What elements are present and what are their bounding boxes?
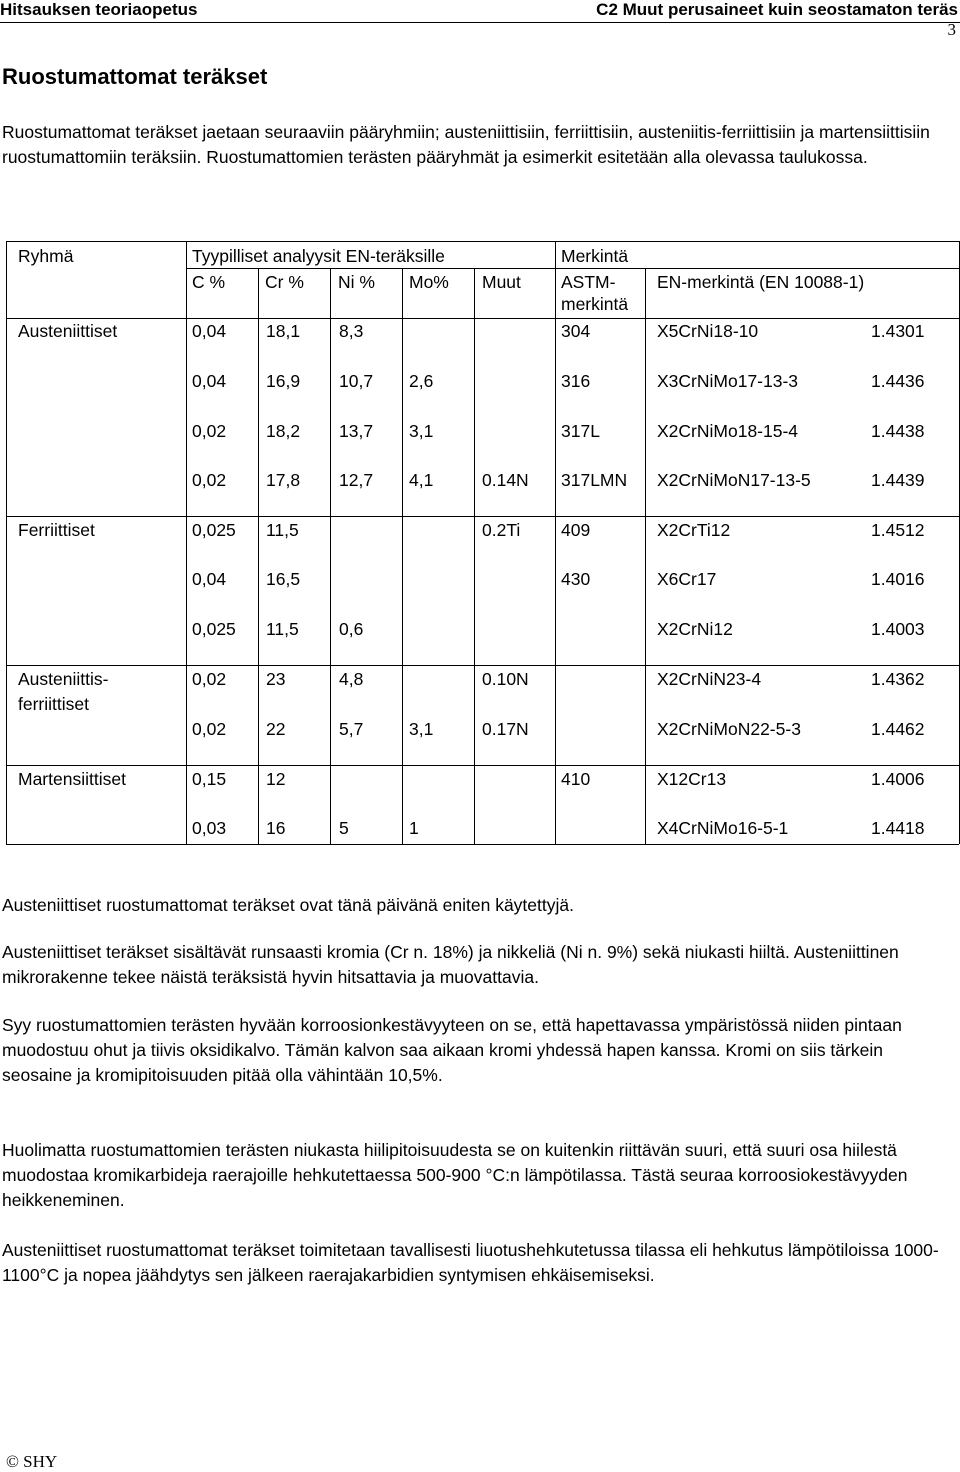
cell-cr: 22 — [266, 719, 286, 739]
cell-en: X6Cr17 — [657, 569, 717, 589]
cell-cr: 12 — [266, 769, 286, 789]
cell-en: X3CrNiMo17-13-3 — [657, 371, 799, 391]
col-header-en: EN-merkintä (EN 10088-1) — [657, 272, 865, 292]
table-hline — [6, 516, 959, 517]
col-header-analysis: Tyypilliset analyysit EN-teräksille — [192, 246, 445, 266]
cell-number: 1.4006 — [871, 769, 925, 789]
cell-en: X2CrNi12 — [657, 619, 733, 639]
cell-c: 0,04 — [192, 321, 227, 341]
cell-cr: 18,2 — [266, 421, 301, 441]
cell-ni: 8,3 — [339, 321, 364, 341]
cell-other: 0.2Ti — [482, 520, 521, 540]
cell-number: 1.4462 — [871, 719, 925, 739]
cell-en: X2CrNiMo18-15-4 — [657, 421, 799, 441]
body-paragraph-4: Huolimatta ruostumattomien terästen niukasta hiilipitoisuudesta se on kuitenkin riittävän suuri, että suuri osa hiilestä muodostaa kromikarbideja raerajoille hehkutettaessa 500-900 °C:n lämpötilassa. Tästä seuraa korroosiokestävyyden heikkeneminen. — [2, 1140, 908, 1210]
page-number: 3 — [947, 20, 956, 39]
cell-number: 1.4418 — [871, 818, 925, 838]
table-hline — [6, 665, 959, 666]
col-header-group: Ryhmä — [18, 246, 74, 266]
cell-cr: 16,9 — [266, 371, 301, 391]
table-vline — [258, 268, 259, 844]
cell-astm: 410 — [561, 769, 591, 789]
table-vline — [555, 241, 556, 844]
cell-number: 1.4512 — [871, 520, 925, 540]
cell-en: X2CrNiMoN22-5-3 — [657, 719, 801, 739]
cell-ni: 5,7 — [339, 719, 364, 739]
cell-ni: 5 — [339, 818, 349, 838]
body-paragraph-2: Austeniittiset teräkset sisältävät runsaasti kromia (Cr n. 18%) ja nikkeliä (Ni n. 9%) sekä niukasti hiiltä. Austeniittinen mikrorakenne tekee näistä teräksistä hyvin hitsattavia ja muovattavia. — [2, 942, 899, 987]
cell-ni: 12,7 — [339, 470, 374, 490]
cell-en: X5CrNi18-10 — [657, 321, 759, 341]
table-border-left — [6, 241, 7, 844]
group-label-austenitic: Austeniittiset — [18, 321, 118, 341]
group-label-duplex: Austeniittis- — [18, 669, 109, 689]
cell-other: 0.17N — [482, 719, 529, 739]
col-header-ni: Ni % — [338, 272, 375, 292]
cell-c: 0,03 — [192, 818, 227, 838]
table-hline — [6, 318, 959, 319]
cell-number: 1.4436 — [871, 371, 925, 391]
cell-mo: 2,6 — [409, 371, 434, 391]
cell-en: X2CrNiN23-4 — [657, 669, 762, 689]
table-vline — [645, 268, 646, 844]
table-hline — [186, 268, 959, 269]
col-header-astm: ASTM- — [561, 272, 616, 292]
col-header-astm-2: merkintä — [561, 294, 629, 314]
body-paragraph-3: Syy ruostumattomien terästen hyvään korroosionkestävyyteen on se, että hapettavassa ympäristössä niiden pintaan muodostuu ohut ja tiivis oksidikalvo. Tämän kalvon saa aikaan kromi yhdessä hapen kanssa. Kromi on siis tärkein seosaine ja kromipitoisuuden pitää olla vähintään 10,5%. — [2, 1015, 902, 1085]
cell-mo: 1 — [409, 818, 419, 838]
footer-copyright: © SHY — [6, 1452, 58, 1471]
cell-ni: 13,7 — [339, 421, 374, 441]
cell-cr: 16 — [266, 818, 286, 838]
table-hline — [6, 765, 959, 766]
cell-mo: 3,1 — [409, 719, 434, 739]
cell-en: X2CrTi12 — [657, 520, 731, 540]
cell-ni: 0,6 — [339, 619, 364, 639]
cell-astm: 430 — [561, 569, 591, 589]
cell-mo: 4,1 — [409, 470, 434, 490]
cell-number: 1.4301 — [871, 321, 925, 341]
cell-c: 0,15 — [192, 769, 227, 789]
col-header-marking: Merkintä — [561, 246, 629, 266]
table-vline — [402, 268, 403, 844]
header-course-title: Hitsauksen teoriaopetus — [0, 0, 198, 19]
cell-number: 1.4016 — [871, 569, 925, 589]
cell-cr: 23 — [266, 669, 286, 689]
header-chapter-title: C2 Muut perusaineet kuin seostamaton teräs — [596, 0, 958, 19]
cell-number: 1.4362 — [871, 669, 925, 689]
cell-other: 0.14N — [482, 470, 529, 490]
group-label-ferritic: Ferriittiset — [18, 520, 95, 540]
header-rule — [0, 22, 960, 23]
group-label-martensitic: Martensiittiset — [18, 769, 126, 789]
cell-c: 0,04 — [192, 569, 227, 589]
group-label-duplex-2: ferriittiset — [18, 694, 89, 714]
table-vline — [474, 268, 475, 844]
cell-c: 0,025 — [192, 520, 236, 540]
col-header-c: C % — [192, 272, 226, 292]
cell-cr: 18,1 — [266, 321, 301, 341]
cell-astm: 317L — [561, 421, 600, 441]
cell-c: 0,02 — [192, 669, 227, 689]
intro-paragraph: Ruostumattomat teräkset jaetaan seuraaviin pääryhmiin; austeniittisiin, ferriittisiin, austeniitis-ferriittisiin ja martensiittisiin ruostumattomiin teräksiin. Ruostumattomien terästen pääryhmät ja esimerkit esitetään alla olevassa taulukossa. — [2, 122, 930, 167]
cell-number: 1.4439 — [871, 470, 925, 490]
cell-cr: 11,5 — [266, 520, 299, 540]
cell-ni: 10,7 — [339, 371, 374, 391]
cell-cr: 11,5 — [266, 619, 299, 639]
cell-ni: 4,8 — [339, 669, 364, 689]
cell-c: 0,025 — [192, 619, 236, 639]
cell-c: 0,02 — [192, 719, 227, 739]
cell-en: X2CrNiMoN17-13-5 — [657, 470, 811, 490]
cell-astm: 409 — [561, 520, 591, 540]
cell-astm: 316 — [561, 371, 591, 391]
body-paragraph-1: Austeniittiset ruostumattomat teräkset ovat tänä päivänä eniten käytettyjä. — [2, 895, 574, 915]
section-title: Ruostumattomat teräkset — [2, 64, 268, 89]
cell-en: X4CrNiMo16-5-1 — [657, 818, 789, 838]
cell-astm: 317LMN — [561, 470, 628, 490]
table-vline — [330, 268, 331, 844]
cell-number: 1.4438 — [871, 421, 925, 441]
cell-astm: 304 — [561, 321, 591, 341]
cell-en: X12Cr13 — [657, 769, 727, 789]
table-vline — [186, 241, 187, 844]
cell-other: 0.10N — [482, 669, 529, 689]
table-border-top — [6, 241, 959, 242]
col-header-mo: Mo% — [409, 272, 449, 292]
cell-mo: 3,1 — [409, 421, 434, 441]
cell-number: 1.4003 — [871, 619, 925, 639]
cell-c: 0,02 — [192, 421, 227, 441]
col-header-other: Muut — [482, 272, 521, 292]
cell-c: 0,02 — [192, 470, 227, 490]
cell-cr: 16,5 — [266, 569, 301, 589]
cell-cr: 17,8 — [266, 470, 301, 490]
cell-c: 0,04 — [192, 371, 227, 391]
col-header-cr: Cr % — [265, 272, 304, 292]
body-paragraph-5: Austeniittiset ruostumattomat teräkset toimitetaan tavallisesti liuotushehkutetussa tilassa eli hehkutus lämpötiloissa 1000-1100°C ja nopea jäähdytys sen jälkeen raerajakarbidien syntymisen ehkäisemiseksi. — [2, 1240, 939, 1285]
table-border-bottom — [6, 844, 959, 845]
